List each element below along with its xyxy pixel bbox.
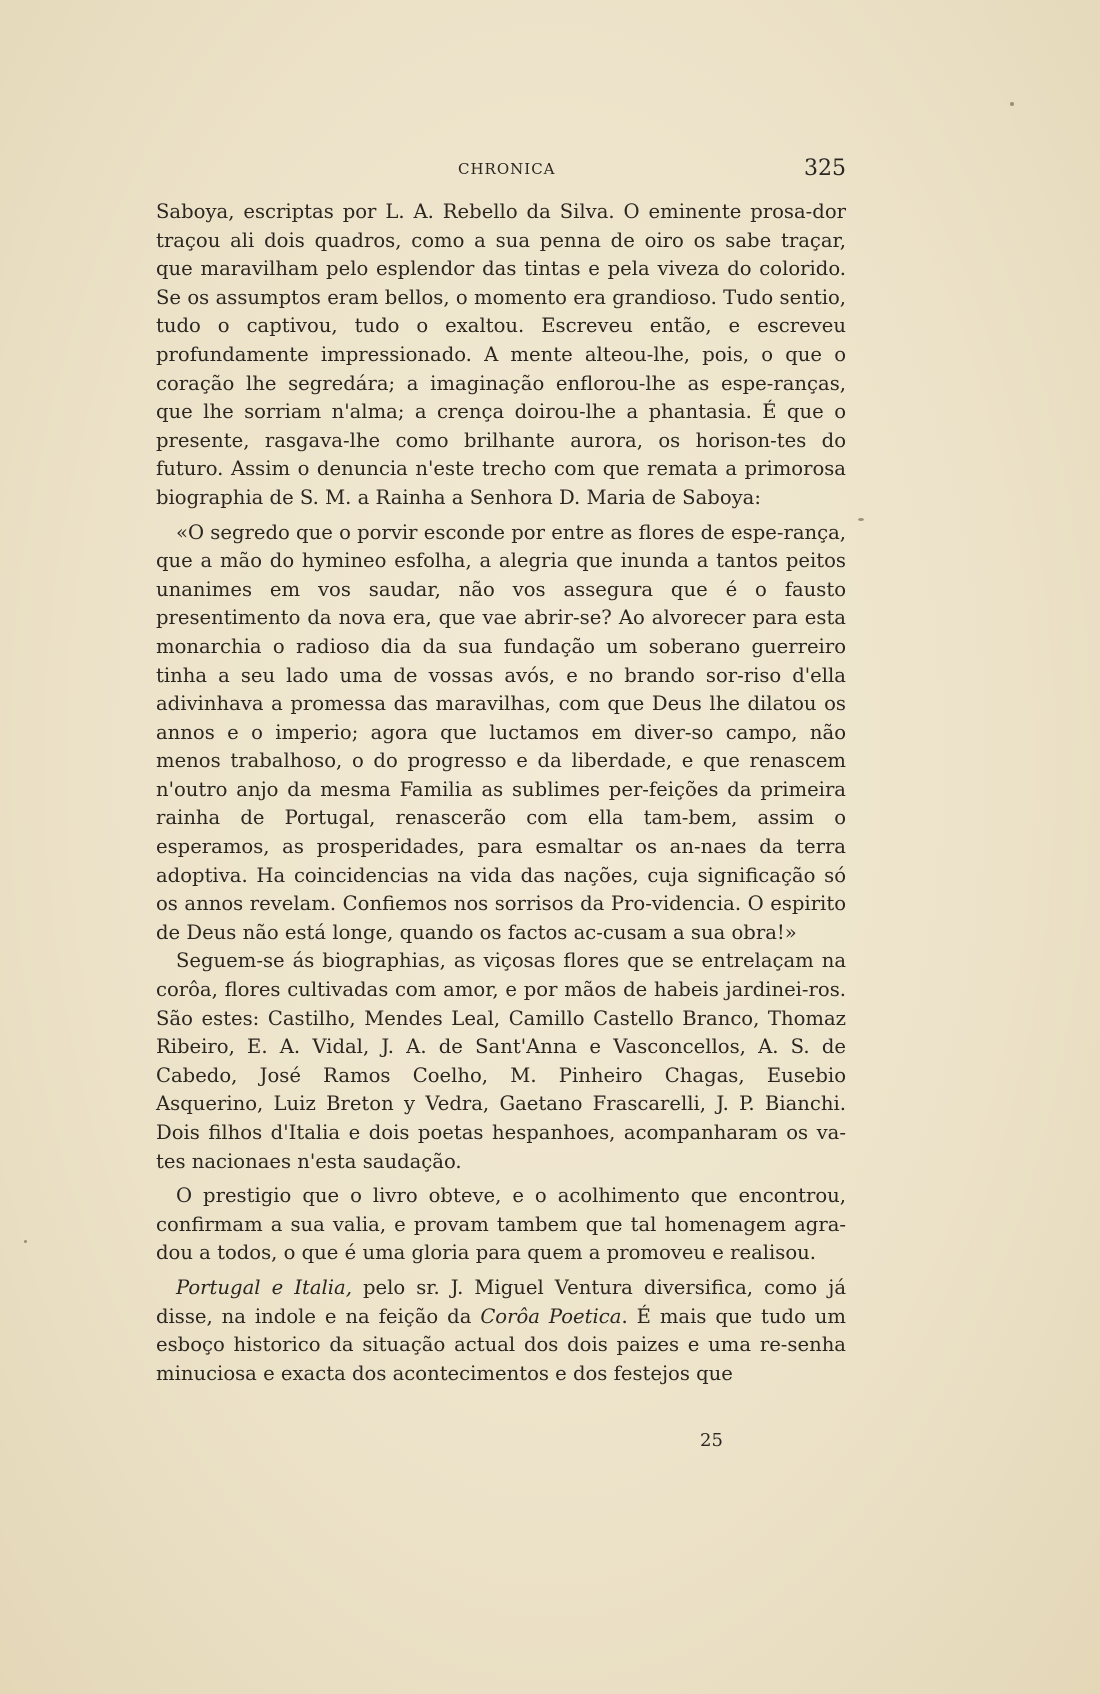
running-head: CHRONICA <box>458 160 556 178</box>
paragraph-4: O prestigio que o livro obteve, e o acolhimento que encontrou, confirmam a sua valia, e provam tambem que tal homenagem agra-dou a todos, o que é uma gloria para quem a promoveu e realisou. <box>156 1184 846 1265</box>
page-header <box>156 156 846 184</box>
paragraph-5-text-a: pelo sr. J. Miguel Ventura diversifica, como já disse, na indole e na feição da <box>156 1275 847 1328</box>
page-number: 325 <box>804 156 846 181</box>
signature-mark: 25 <box>700 1430 723 1451</box>
paragraph-quotation: «O segredo que o porvir esconde por entre as flores de espe-rança, que a mão do hymineo esfolha, a alegria que inunda a tantos peitos unanimes em vos saudar, não vos assegura que é o fausto presentimento da nova era, que vae abrir-se? Ao alvorecer para esta monarchia o radioso dia da sua fundação um soberano guerreiro tinha a seu lado uma de vossas avós, e no brando sor-riso d'ella adivinhava a promessa das maravilhas, com que Deus lhe dilatou os annos e o imperio; agora que luctamos em diver-so campo, não menos trabalhoso, o do progresso e da liberdade, e que renascem n'outro anjo da mesma Familia as sublimes per-feições da primeira rainha de Portugal, renascerão com ella tam-bem, assim o esperamos, as prosperidades, para esmaltar os an-naes da terra adoptiva. Ha coincidencias na vida das nações, cuja significação só os annos revelam. Confiemos nos sorrisos da Pro-videncia. O espirito de Deus não está longe, quando os factos ac-cusam a sua obra!» <box>156 520 846 944</box>
body-text <box>156 198 846 1388</box>
paragraph-3: Seguem-se ás biographias, as viçosas flores que se entrelaçam na corôa, flores cultivadas com amor, e por mãos de habeis jardinei-ros. São estes: Castilho, Mendes Leal, Camillo Castello Branco, Thomaz Ribeiro, E. A. Vidal, J. A. de Sant'Anna e Vasconcellos, A. S. de Cabedo, José Ramos Coelho, M. Pinheiro Chagas, Eusebio Asquerino, Luiz Breton y Vedra, Gaetano Frascarelli, J. P. Bianchi. Dois filhos d'Italia e dois poetas hespanhoes, acompanharam os va-tes nacionaes n'esta saudação. <box>156 949 846 1173</box>
paragraph-5 <box>156 1274 846 1388</box>
paper-speck <box>858 518 864 521</box>
paragraph-1: Saboya, escriptas por L. A. Rebello da Silva. O eminente prosa-dor traçou ali dois quadros, como a sua penna de oiro os sabe traçar, que maravilham pelo esplendor das tintas e pela viveza do colorido. Se os assumptos eram bellos, o momento era grandioso. Tudo sentio, tudo o captivou, tudo o exaltou. Escreveu então, e escreveu profundamente impressionado. A mente alteou-lhe, pois, o que o coração lhe segredára; a imaginação enflorou-lhe as espe-ranças, que lhe sorriam n'alma; a crença doirou-lhe a phantasia. É que o presente, rasgava-lhe como brilhante aurora, os horison-tes do futuro. Assim o denuncia n'este trecho com que remata a primorosa biographia de S. M. a Rainha a Senhora D. Maria de Saboya: <box>156 200 846 509</box>
book-title-portugal-e-italia: Portugal e Italia, <box>176 1275 352 1299</box>
paper-speck <box>1010 102 1014 106</box>
paragraph-5-text-b: . É mais que tudo um esboço historico da situação actual dos dois paizes e uma re-senha minuciosa e exacta dos acontecimentos e dos festejos que <box>156 1304 846 1385</box>
book-title-coroa-poetica: Corôa Poetica <box>480 1304 622 1328</box>
paper-speck <box>24 1240 27 1243</box>
